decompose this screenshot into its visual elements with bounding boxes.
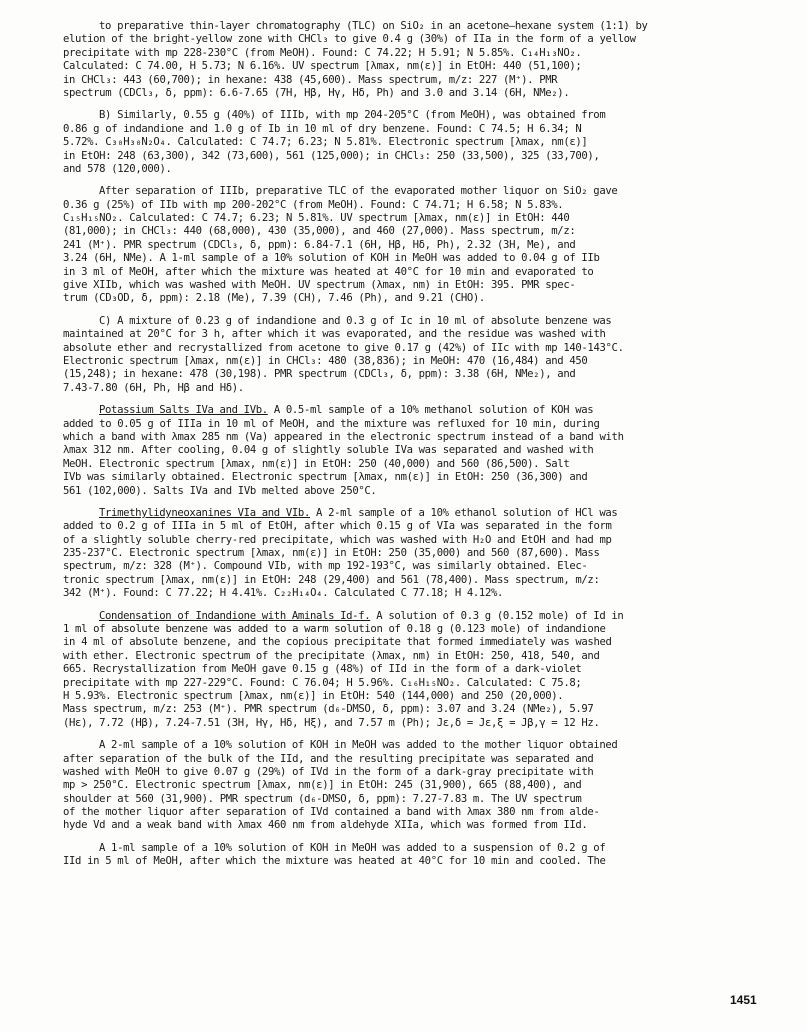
text-line bbox=[63, 703, 779, 716]
line-text: (15,248); in hexane: 478 (30,198). PMR spectrum (CDCl₃, δ, ppm): 3.38 (6H, NMe₂), and bbox=[63, 368, 576, 381]
line-text: C₁₅H₁₅NO₂. Calculated: C 74.7; 6.23; N 5.81%. UV spectrum [λmax, nm(ε)] in EtOH: 440 bbox=[63, 212, 570, 225]
line-text: IVb was similarly obtained. Electronic spectrum [λmax, nm(ε)] in EtOH: 250 (36,300) and bbox=[63, 471, 588, 484]
text-line bbox=[63, 404, 779, 417]
text-line bbox=[63, 739, 779, 752]
text-line bbox=[63, 842, 779, 855]
line-text: Electronic spectrum [λmax, nm(ε)] in CHCl₃: 480 (38,836); in MeOH: 470 (16,484) and 450 bbox=[63, 354, 588, 367]
line-text: 3.24 (6H, NMe). A 1-ml sample of a 10% solution of KOH in MeOH was added to 0.04 g of IIb bbox=[63, 252, 600, 265]
line-text: hyde Vd and a weak band with λmax 460 nm from aldehyde XIIa, which was formed from IId. bbox=[63, 819, 588, 832]
text-line bbox=[63, 766, 779, 779]
line-text: After separation of IIIb, preparative TLC of the evaporated mother liquor on SiO₂ gave bbox=[99, 185, 618, 198]
line-text: washed with MeOH to give 0.07 g (29%) of IVd in the form of a dark-gray precipitate with bbox=[63, 765, 594, 778]
text-line bbox=[63, 199, 779, 212]
text-line bbox=[63, 109, 779, 122]
line-text: (Hε), 7.72 (Hβ), 7.24-7.51 (3H, Hγ, Hδ, Hξ), and 7.57 m (Ph); Jε,δ = Jε,ξ = Jβ,γ = 12 Hz. bbox=[63, 716, 600, 729]
line-text: (81,000); in CHCl₃: 440 (68,000), 430 (35,000), and 460 (27,000). Mass spectrum, m/z: bbox=[63, 225, 576, 238]
paragraph bbox=[63, 109, 779, 176]
section-heading: Trimethylidyneoxanines VIa and VIb. bbox=[99, 506, 310, 519]
text-line bbox=[63, 418, 779, 431]
body-text bbox=[63, 20, 779, 878]
line-text: A 2-ml sample of a 10% ethanol solution of HCl was bbox=[309, 506, 618, 519]
line-text: in 3 ml of MeOH, after which the mixture was heated at 40°C for 10 min and evaporated to bbox=[63, 265, 594, 278]
line-text: 7.43-7.80 (6H, Ph, Hβ and Hδ). bbox=[63, 381, 244, 394]
line-text: in EtOH: 248 (63,300), 342 (73,600), 561 (125,000); in CHCl₃: 250 (33,500), 325 (33,700), bbox=[63, 149, 600, 162]
text-line bbox=[63, 123, 779, 136]
text-line bbox=[63, 47, 779, 60]
text-line bbox=[63, 185, 779, 198]
line-text: mp > 250°C. Electronic spectrum [λmax, nm(ε)] in EtOH: 245 (31,900), 665 (88,400), and bbox=[63, 779, 582, 792]
line-text: precipitate with mp 227-229°C. Found: C 76.04; H 5.96%. C₁₆H₁₅NO₂. Calculated: C 75.8; bbox=[63, 676, 582, 689]
line-text: added to 0.05 g of IIIa in 10 ml of MeOH, and the mixture was refluxed for 10 min, during bbox=[63, 417, 600, 430]
text-line bbox=[63, 534, 779, 547]
paragraph bbox=[63, 610, 779, 731]
text-line bbox=[63, 315, 779, 328]
line-text: of the mother liquor after separation of IVd contained a band with λmax 380 nm from alde- bbox=[63, 806, 600, 819]
text-line bbox=[63, 610, 779, 623]
text-line bbox=[63, 60, 779, 73]
text-line bbox=[63, 150, 779, 163]
line-text: B) Similarly, 0.55 g (40%) of IIIb, with mp 204-205°C (from MeOH), was obtained from bbox=[99, 109, 606, 122]
line-text: 561 (102,000). Salts IVa and IVb melted above 250°C. bbox=[63, 484, 377, 497]
text-line bbox=[63, 855, 779, 868]
text-line bbox=[63, 431, 779, 444]
line-text: MeOH. Electronic spectrum [λmax, nm(ε)] in EtOH: 250 (40,000) and 560 (86,500). Salt bbox=[63, 457, 570, 470]
text-line bbox=[63, 690, 779, 703]
text-line bbox=[63, 266, 779, 279]
line-text: precipitate with mp 228-230°C (from MeOH). Found: C 74.22; H 5.91; N 5.85%. C₁₄H₁₃NO₂. bbox=[63, 46, 582, 59]
line-text: after separation of the bulk of the IId, and the resulting precipitate was separated and bbox=[63, 752, 594, 765]
line-text: spectrum (CDCl₃, δ, ppm): 6.6-7.65 (7H, Hβ, Hγ, Hδ, Ph) and 3.0 and 3.14 (6H, NMe₂). bbox=[63, 86, 570, 99]
text-line bbox=[63, 252, 779, 265]
line-text: trum (CD₃OD, δ, ppm): 2.18 (Me), 7.39 (CH), 7.46 (Ph), and 9.21 (CHO). bbox=[63, 292, 485, 305]
paragraph bbox=[63, 739, 779, 833]
text-line bbox=[63, 342, 779, 355]
text-line bbox=[63, 239, 779, 252]
text-line bbox=[63, 355, 779, 368]
line-text: added to 0.2 g of IIIa in 5 ml of EtOH, after which 0.15 g of VIa was separated in the form bbox=[63, 520, 612, 533]
text-line bbox=[63, 292, 779, 305]
line-text: in 4 ml of absolute benzene, and the copious precipitate that formed immediately was washed bbox=[63, 636, 612, 649]
line-text: 235-237°C. Electronic spectrum [λmax, nm(ε)] in EtOH: 250 (35,000) and 560 (87,600). Mass bbox=[63, 547, 600, 560]
text-line bbox=[63, 458, 779, 471]
text-line bbox=[63, 471, 779, 484]
text-line bbox=[63, 225, 779, 238]
text-line bbox=[63, 87, 779, 100]
line-text: 241 (M⁺). PMR spectrum (CDCl₃, δ, ppm): 6.84-7.1 (6H, Hβ, Hδ, Ph), 2.32 (3H, Me), and bbox=[63, 238, 576, 251]
line-text: absolute ether and recrystallized from acetone to give 0.17 g (42%) of IIc with mp 140-143°C. bbox=[63, 341, 624, 354]
line-text: A 2-ml sample of a 10% solution of KOH in MeOH was added to the mother liquor obtained bbox=[99, 739, 618, 752]
text-line bbox=[63, 368, 779, 381]
line-text: C) A mixture of 0.23 g of indandione and 0.3 g of Ic in 10 ml of absolute benzene was bbox=[99, 314, 612, 327]
text-line bbox=[63, 74, 779, 87]
line-text: elution of the bright-yellow zone with CHCl₃ to give 0.4 g (30%) of IIa in the form of a yellow bbox=[63, 33, 636, 46]
text-line bbox=[63, 623, 779, 636]
paragraph bbox=[63, 20, 779, 100]
text-line bbox=[63, 663, 779, 676]
line-text: IId in 5 ml of MeOH, after which the mixture was heated at 40°C for 10 min and cooled. The bbox=[63, 855, 606, 868]
line-text: maintained at 20°C for 3 h, after which it was evaporated, and the residue was washed with bbox=[63, 328, 606, 341]
line-text: Calculated: C 74.00, H 5.73; N 6.16%. UV spectrum [λmax, nm(ε)] in EtOH: 440 (51,100); bbox=[63, 60, 582, 73]
line-text: shoulder at 560 (31,900). PMR spectrum (d₆-DMSO, δ, ppm): 7.27-7.83 m. The UV spectrum bbox=[63, 792, 582, 805]
line-text: to preparative thin-layer chromatography (TLC) on SiO₂ in an acetone—hexane system (1:1) by bbox=[99, 20, 648, 32]
line-text: in CHCl₃: 443 (60,700); in hexane: 438 (45,600). Mass spectrum, m/z: 227 (M⁺). PMR bbox=[63, 73, 558, 86]
line-text: tronic spectrum [λmax, nm(ε)] in EtOH: 248 (29,400) and 561 (78,400). Mass spectrum, m/z: bbox=[63, 573, 600, 586]
text-line bbox=[63, 793, 779, 806]
text-line bbox=[63, 587, 779, 600]
text-line bbox=[63, 636, 779, 649]
text-line bbox=[63, 163, 779, 176]
line-text: 5.72%. C₃₀H₃₀N₂O₄. Calculated: C 74.7; 6.23; N 5.81%. Electronic spectrum [λmax, nm(ε)] bbox=[63, 136, 588, 149]
section-heading: Condensation of Indandione with Aminals Id-f. bbox=[99, 609, 371, 622]
line-text: 0.36 g (25%) of IIb with mp 200-202°C (from MeOH). Found: C 74.71; H 6.58; N 5.83%. bbox=[63, 198, 564, 211]
text-line bbox=[63, 677, 779, 690]
line-text: give XIIb, which was washed with MeOH. UV spectrum (λmax, nm) in EtOH: 395. PMR spec- bbox=[63, 279, 576, 292]
line-text: 0.86 g of indandione and 1.0 g of Ib in 10 ml of dry benzene. Found: C 74.5; H 6.34; N bbox=[63, 122, 582, 135]
line-text: A 0.5-ml sample of a 10% methanol solution of KOH was bbox=[267, 404, 594, 417]
text-line bbox=[63, 753, 779, 766]
text-line bbox=[63, 574, 779, 587]
text-line bbox=[63, 444, 779, 457]
line-text: which a band with λmax 285 nm (Va) appeared in the electronic spectrum instead of a band with bbox=[63, 430, 624, 443]
line-text: spectrum, m/z: 328 (M⁺). Compound VIb, with mp 192-193°C, was similarly obtained. Elec- bbox=[63, 560, 588, 573]
line-text: A solution of 0.3 g (0.152 mole) of Id in bbox=[370, 609, 624, 622]
line-text: A 1-ml sample of a 10% solution of KOH in MeOH was added to a suspension of 0.2 g of bbox=[99, 841, 606, 854]
line-text: λmax 312 nm. After cooling, 0.04 g of slightly soluble IVa was separated and washed with bbox=[63, 444, 594, 457]
text-line bbox=[63, 650, 779, 663]
text-line bbox=[63, 33, 779, 46]
line-text: 665. Recrystallization from MeOH gave 0.15 g (48%) of IId in the form of a dark-violet bbox=[63, 663, 582, 676]
section-heading: Potassium Salts IVa and IVb. bbox=[99, 404, 268, 417]
paragraph bbox=[63, 315, 779, 395]
line-text: with ether. Electronic spectrum of the precipitate (λmax, nm) in EtOH: 250, 418, 540, and bbox=[63, 649, 600, 662]
text-line bbox=[63, 717, 779, 730]
text-line bbox=[63, 560, 779, 573]
text-line bbox=[63, 382, 779, 395]
line-text: H 5.93%. Electronic spectrum [λmax, nm(ε)] in EtOH: 540 (144,000) and 250 (20,000). bbox=[63, 689, 564, 702]
text-line bbox=[63, 20, 779, 33]
text-line bbox=[63, 485, 779, 498]
paragraph bbox=[63, 404, 779, 498]
paragraph bbox=[63, 842, 779, 869]
text-line bbox=[63, 507, 779, 520]
text-line bbox=[63, 520, 779, 533]
text-line bbox=[63, 547, 779, 560]
paragraph bbox=[63, 507, 779, 601]
text-line bbox=[63, 212, 779, 225]
text-line bbox=[63, 136, 779, 149]
line-text: and 578 (120,000). bbox=[63, 162, 172, 175]
text-line bbox=[63, 328, 779, 341]
line-text: 1 ml of absolute benzene was added to a warm solution of 0.18 g (0.123 mole) of indandione bbox=[63, 623, 606, 636]
line-text: 342 (M⁺). Found: C 77.22; H 4.41%. C₂₂H₁₄O₄. Calculated C 77.18; H 4.12%. bbox=[63, 587, 504, 600]
text-line bbox=[63, 819, 779, 832]
line-text: of a slightly soluble cherry-red precipitate, which was washed with H₂O and EtOH and had mp bbox=[63, 533, 612, 546]
page-number: 1451 bbox=[730, 993, 757, 1007]
line-text: Mass spectrum, m/z: 253 (M⁺). PMR spectrum (d₆-DMSO, δ, ppm): 3.07 and 3.24 (NMe₂), 5.97 bbox=[63, 703, 594, 716]
text-line bbox=[63, 779, 779, 792]
text-line bbox=[63, 806, 779, 819]
paragraph bbox=[63, 185, 779, 306]
text-line bbox=[63, 279, 779, 292]
